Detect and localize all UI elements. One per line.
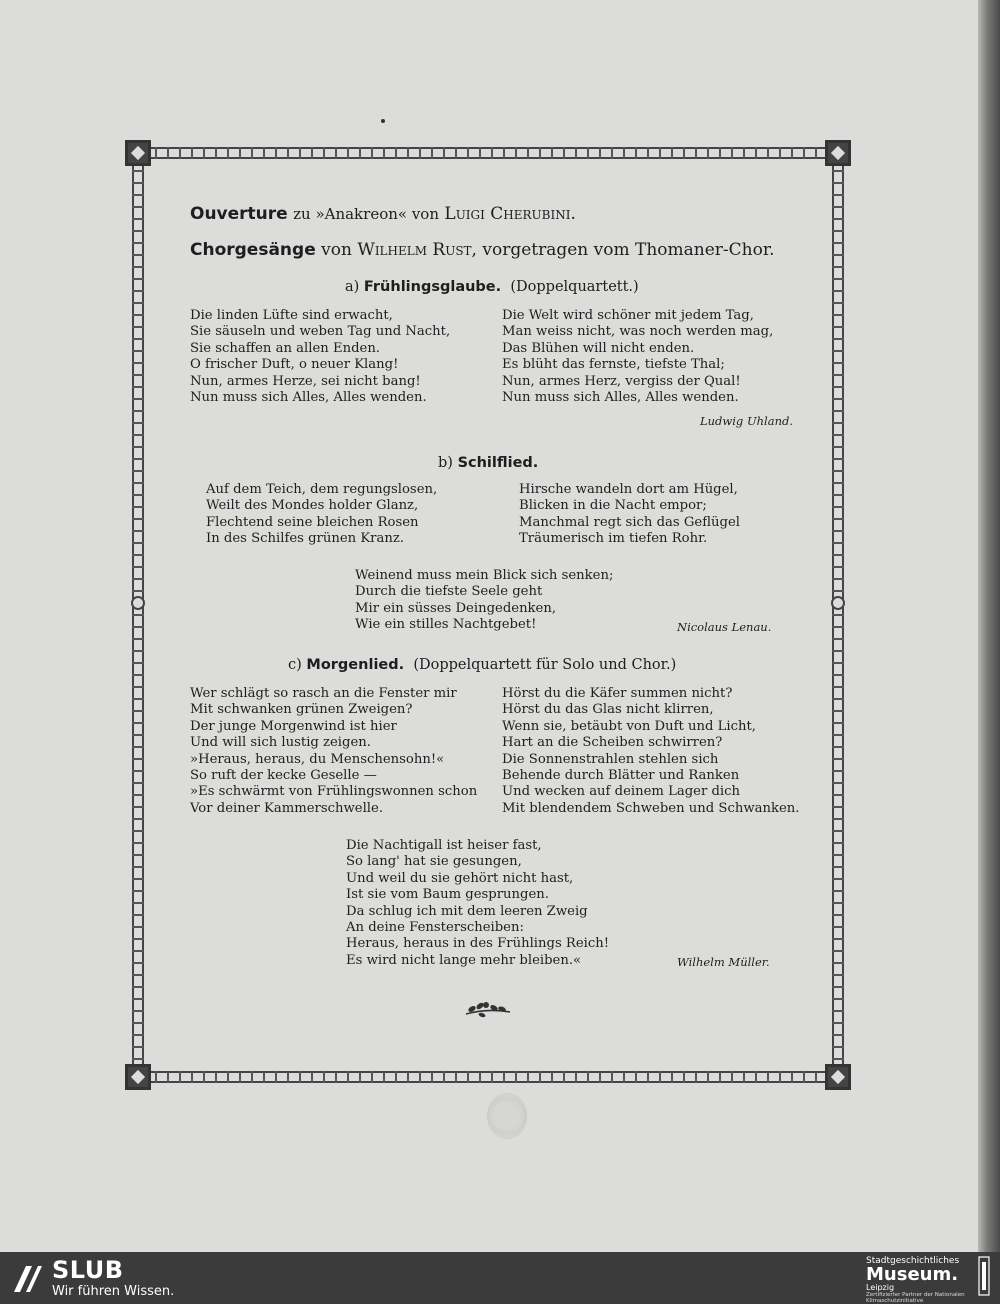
- frame-mid-right-ornament-icon: [831, 596, 845, 610]
- song-c-heading: c) Morgenlied. (Doppelquartett für Solo und Chor.): [288, 657, 677, 673]
- embossed-seal-icon: [487, 1093, 527, 1139]
- frame-bottom-border: [151, 1071, 831, 1083]
- song-b-author: Nicolaus Lenau.: [677, 620, 772, 634]
- chorgesaenge-title: Chorgesänge: [190, 240, 316, 260]
- song-b-right-stanza: Hirsche wandeln dort am Hügel, Blicken in die Nacht empor; Manchmal regt sich das Geflügel Träumerisch im tiefen Rohr.: [519, 482, 740, 547]
- frame-corner-bottom-right-icon: [825, 1064, 851, 1090]
- song-a-title: Frühlingsglaube.: [363, 279, 502, 295]
- song-c-note: (Doppelquartett für Solo und Chor.): [413, 657, 677, 673]
- song-a-right-stanza: Die Welt wird schöner mit jedem Tag, Man weiss nicht, was noch werden mag, Das Blühen will nicht enden. Es blüht das fernste, tiefste Thal; Nun, armes Herz, vergiss der Qual! Nun muss sich Alles, Alles wenden.: [502, 308, 774, 406]
- ouverture-composer: Luigi Cherubini.: [444, 204, 576, 224]
- ouverture-title: Ouverture: [190, 204, 288, 224]
- ouverture-heading: [190, 204, 576, 224]
- slub-brand: SLUB: [52, 1256, 124, 1284]
- song-b-title: Schilflied.: [457, 455, 539, 471]
- frame-corner-bottom-left-icon: [125, 1064, 151, 1090]
- song-a-note: (Doppelquartett.): [510, 279, 639, 295]
- partner-mark-icon: [978, 1256, 990, 1296]
- partner-name: Museum.: [866, 1264, 959, 1285]
- frame-corner-top-right-icon: [825, 140, 851, 166]
- song-b-heading: b) Schilflied.: [438, 455, 539, 471]
- chorgesaenge-connector: von: [321, 240, 352, 260]
- ouverture-connector: zu »Anakreon« von: [293, 205, 439, 223]
- frame-corner-top-left-icon: [125, 140, 151, 166]
- slub-tagline: Wir führen Wissen.: [52, 1284, 175, 1299]
- partner-certification: Zertifizierter Partner der Nationalen Klimaschutzinitiative: [866, 1292, 965, 1304]
- song-c-center-stanza: Die Nachtigall ist heiser fast, So lang' hat sie gesungen, Und weil du sie gehört nicht hast, Ist sie vom Baum gesprungen. Da schlug ich mit dem leeren Zweig An deine Fensterscheiben: Heraus, heraus in des Frühlings Reich! Es wird nicht lange mehr bleiben.«: [346, 838, 610, 968]
- frame-right-border: [832, 166, 844, 1064]
- song-c-left-stanza: Wer schlägt so rasch an die Fenster mir Mit schwanken grünen Zweigen? Der junge Morgenwind ist hier Und will sich lustig zeigen. »Heraus, heraus, du Menschensohn!« So ruft der kecke Geselle — »Es schwärmt von Frühlingswonnen schon Vor deiner Kammerschwelle.: [190, 686, 478, 816]
- partner-top: Stadtgeschichtliches: [866, 1256, 960, 1266]
- song-a-left-stanza: Die linden Lüfte sind erwacht, Sie säuseln und weben Tag und Nacht, Sie schaffen an allen Enden. O frischer Duft, o neuer Klang! Nun, armes Herze, sei nicht bang! Nun muss sich Alles, Alles wenden.: [190, 308, 451, 406]
- chorgesaenge-rest: vorgetragen vom Thomaner-Chor.: [482, 240, 775, 260]
- slub-logo-icon: [12, 1262, 44, 1294]
- frame-mid-left-ornament-icon: [131, 596, 145, 610]
- ink-dot: [381, 119, 385, 123]
- song-b-center-stanza: Weinend muss mein Blick sich senken; Durch die tiefste Seele geht Mir ein süsses Deingedenken, Wie ein stilles Nachtgebet!: [355, 568, 614, 633]
- chorgesaenge-composer: Wilhelm Rust,: [357, 240, 477, 260]
- song-b-left-stanza: Auf dem Teich, dem regungslosen, Weilt des Mondes holder Glanz, Flechtend seine bleichen Rosen In des Schilfes grünen Kranz.: [206, 482, 438, 547]
- song-c-author: Wilhelm Müller.: [677, 955, 770, 969]
- partner-city: Leipzig: [866, 1283, 895, 1292]
- chorgesaenge-heading: [190, 240, 775, 260]
- song-c-right-stanza: Hörst du die Käfer summen nicht? Hörst du das Glas nicht klirren, Wenn sie, betäubt von Duft und Licht, Hart an die Scheiben schwirren? Die Sonnenstrahlen stehlen sich Behende durch Blätter und Ranken Und wecken auf deinem Lager dich Mit blendendem Schweben und Schwanken.: [502, 686, 800, 816]
- floral-sprig-icon: [462, 1000, 514, 1020]
- song-a-author: Ludwig Uhland.: [700, 414, 793, 428]
- song-c-title: Morgenlied.: [306, 657, 405, 673]
- frame-top-border: [151, 147, 831, 159]
- page-edge-shadow: [978, 0, 1000, 1252]
- frame-left-border: [132, 166, 144, 1064]
- song-a-heading: a) Frühlingsglaube. (Doppelquartett.): [345, 279, 639, 295]
